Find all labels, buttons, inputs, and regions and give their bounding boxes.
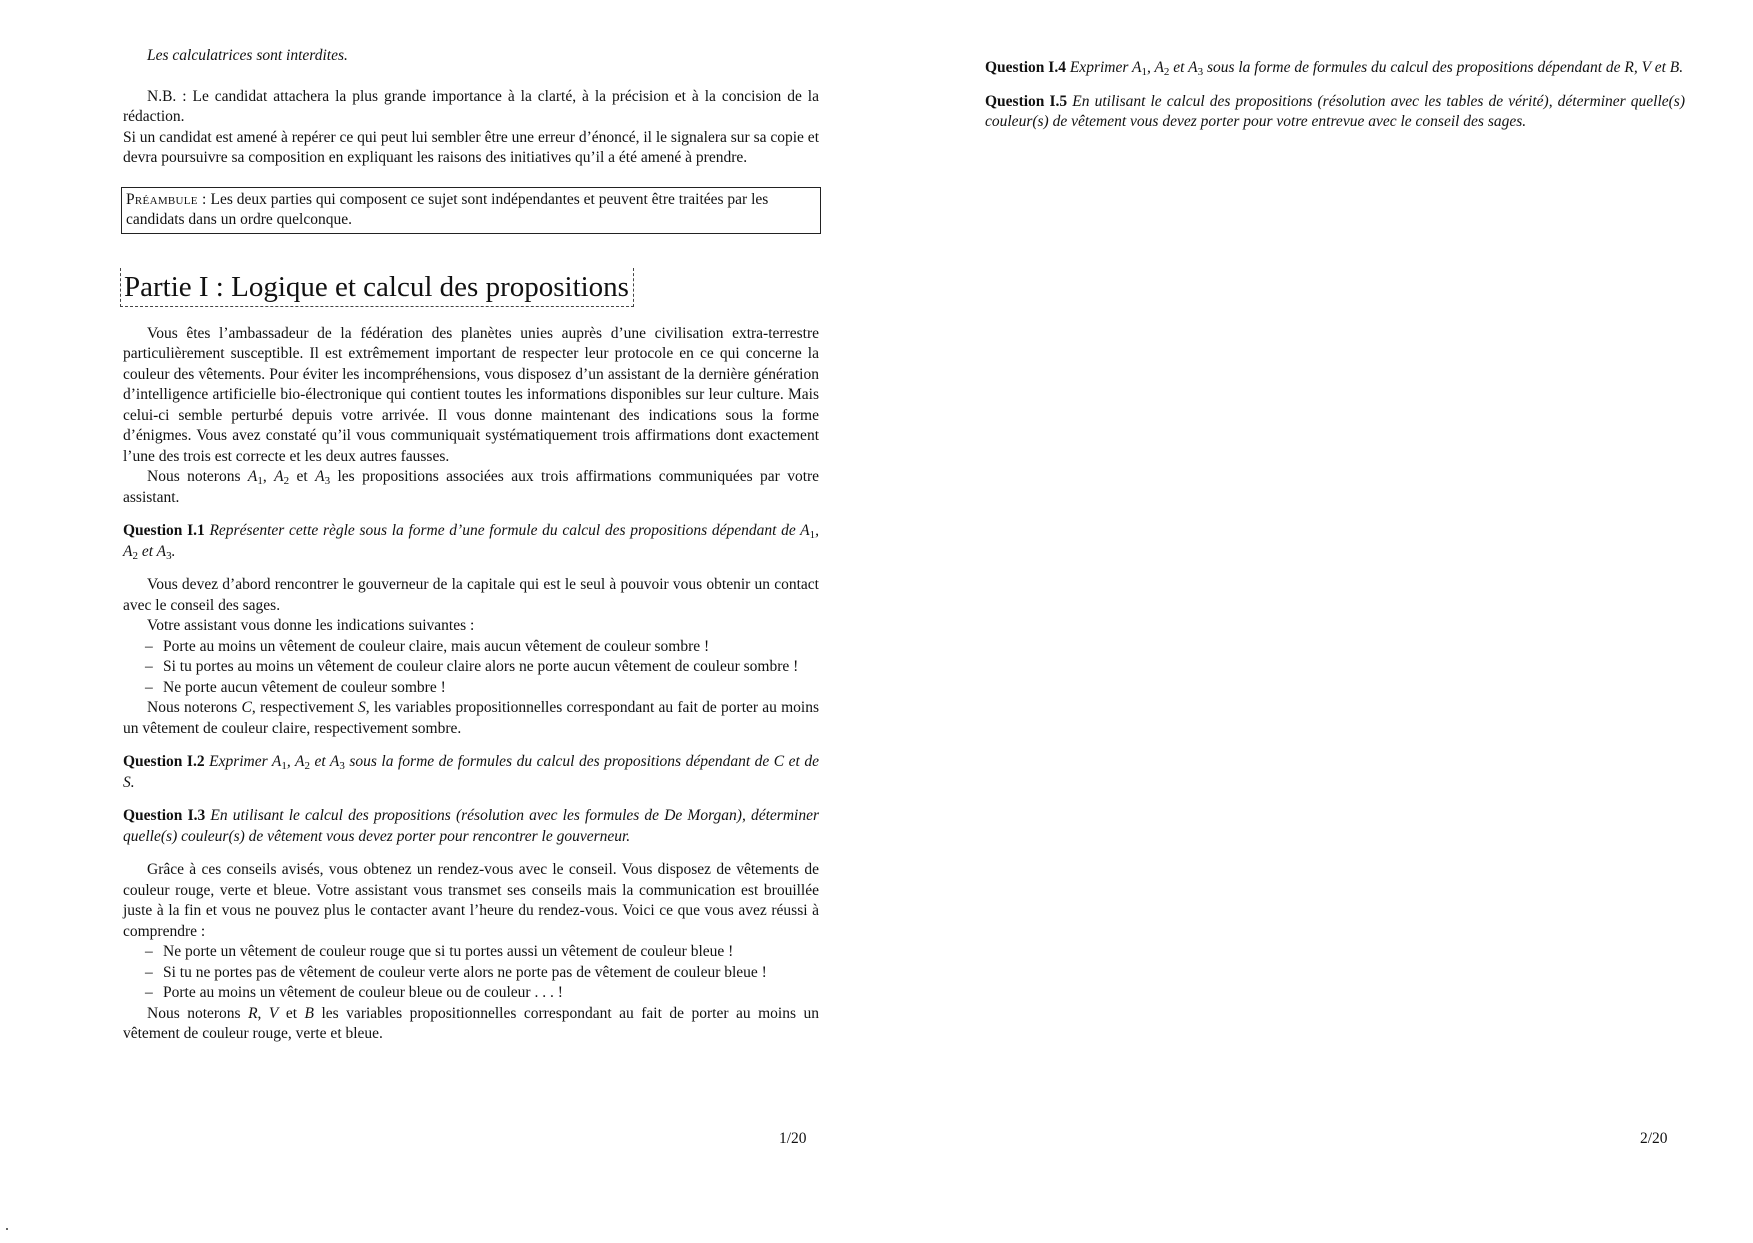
council-bullet-list bbox=[123, 942, 819, 1004]
list-item-text: Si tu ne portes pas de vêtement de couleur verte alors ne porte pas de vêtement de couleur bleue ! bbox=[163, 963, 767, 981]
bullet-dash: – bbox=[145, 984, 153, 1001]
question-1-1 bbox=[123, 521, 819, 562]
text-run: Nous noterons bbox=[147, 699, 238, 716]
question-text: sous la forme de formules du calcul des propositions dépendant de bbox=[349, 753, 770, 770]
question-text: sous la forme de formules du calcul des propositions dépendant de bbox=[1206, 59, 1621, 76]
text-run: . bbox=[130, 773, 135, 791]
math-subscript: 3 bbox=[1197, 66, 1204, 78]
page-1-body bbox=[123, 46, 819, 1045]
preamble-label: Préambule : bbox=[126, 190, 207, 208]
bullet-dash: – bbox=[145, 637, 153, 655]
council-notation bbox=[123, 1004, 819, 1045]
question-label: Question I.5 bbox=[985, 92, 1068, 110]
math-var-letter: A bbox=[156, 542, 167, 560]
page-number: 2/20 bbox=[1640, 1130, 1668, 1147]
math-var-letter: V bbox=[1641, 59, 1651, 76]
text-run: , bbox=[1633, 59, 1638, 76]
math-subscript: 1 bbox=[1141, 66, 1147, 78]
math-var-letter: S bbox=[123, 773, 131, 791]
math-var-letter: A bbox=[1132, 59, 1142, 76]
question-1-2 bbox=[123, 752, 819, 793]
text-run: et bbox=[141, 542, 154, 560]
calculator-note: Les calculatrices sont interdites. bbox=[147, 47, 348, 64]
math-var-letter: B bbox=[1669, 59, 1680, 76]
list-item bbox=[123, 963, 819, 984]
question-label: Question I.4 bbox=[985, 59, 1066, 76]
list-item-text: Ne porte aucun vêtement de couleur sombre ! bbox=[163, 678, 446, 696]
math-var-letter: A bbox=[315, 468, 325, 485]
text-run: et bbox=[296, 468, 308, 485]
part-title-wrap bbox=[123, 268, 819, 307]
text-run: Nous noterons bbox=[147, 1004, 241, 1022]
math-subscript: 1 bbox=[257, 475, 263, 487]
math-var-letter: A bbox=[1154, 59, 1164, 76]
council-paragraph: Grâce à ces conseils avisés, vous obtenez un rendez-vous avec le conseil. Vous disposez de vêtements de couleur rouge, verte et bleue. Votre assistant vous transmet ses conseils mais la communication est brouillée juste à la fin et vous ne pouvez plus le contacter avant l’heure du rendez-vous. Voici ce que vous avez réussi à comprendre : bbox=[123, 861, 819, 940]
list-item-text: Porte au moins un vêtement de couleur claire, mais aucun vêtement de couleur sombre ! bbox=[163, 637, 710, 655]
preamble-box bbox=[121, 187, 821, 234]
question-label: Question I.1 bbox=[123, 522, 205, 539]
question-text: Exprimer bbox=[209, 753, 268, 770]
question-1-5 bbox=[985, 92, 1685, 133]
bullet-dash: – bbox=[145, 658, 153, 675]
list-item-text: Ne porte un vêtement de couleur rouge que si tu portes aussi un vêtement de couleur bleue ! bbox=[163, 943, 734, 960]
nb-paragraph-2: Si un candidat est amené à repérer ce qui peut lui sembler être une erreur d’énoncé, il le signalera sur sa copie et devra poursuivre sa composition en expliquant les raisons des initiatives qu’il a été amené à prendre. bbox=[123, 128, 819, 166]
list-item-text: Si tu portes au moins un vêtement de couleur claire alors ne porte aucun vêtement de couleur sombre ! bbox=[163, 658, 799, 675]
list-item bbox=[123, 678, 819, 699]
question-text: Représenter cette règle sous la forme d’une formule du calcul des propositions dépendant de bbox=[209, 522, 796, 539]
question-label: Question I.2 bbox=[123, 753, 205, 770]
math-var bbox=[248, 468, 263, 485]
intro-paragraph: Vous êtes l’ambassadeur de la fédération des planètes unies auprès d’une civilisation extra-terrestre particulièrement susceptible. Il est extrêmement important de respecter leur protocole en ce qui concerne la couleur des vêtements. Pour éviter les incompréhensions, vous disposez d’un assistant de la dernière génération d’intelligence artificielle bio-électronique qui contient toutes les informations disponibles sur leur culture. Mais celui-ci semble perturbé depuis votre arrivée. Il vous donne maintenant des indications sous la forme d’énigmes. Vous avez constaté qu’il vous communiquait systématiquement trois affirmations dont exactement l’une des trois est correcte et les deux autres fausses. bbox=[123, 324, 819, 465]
text-run: et bbox=[285, 1004, 298, 1022]
scan-speck bbox=[6, 1228, 8, 1230]
question-label: Question I.3 bbox=[123, 807, 206, 824]
math-var-letter: A bbox=[329, 753, 340, 770]
text-run: et bbox=[314, 753, 326, 770]
text-run: , respectivement bbox=[251, 699, 354, 716]
text-run: , bbox=[815, 522, 819, 539]
bullet-dash: – bbox=[145, 963, 153, 981]
text-run: , bbox=[257, 1004, 262, 1022]
math-var-letter: R bbox=[1624, 59, 1634, 76]
text-run: et bbox=[1654, 59, 1666, 76]
question-text: En utilisant le calcul des propositions (résolution avec les formules de De Morgan), déterminer quelle(s) couleur(s) de vêtement vous devez porter pour rencontrer le gouverneur. bbox=[123, 807, 819, 845]
math-subscript: 1 bbox=[809, 529, 816, 541]
text-run: Nous noterons bbox=[147, 468, 241, 485]
math-var-letter: V bbox=[268, 1004, 279, 1022]
governor-intro: Votre assistant vous donne les indications suivantes : bbox=[147, 617, 475, 634]
list-item-text: Porte au moins un vêtement de couleur bleue ou de couleur . . . ! bbox=[163, 984, 563, 1001]
math-var-letter: A bbox=[800, 522, 810, 539]
text-run: , bbox=[262, 468, 267, 485]
question-1-4 bbox=[985, 58, 1685, 79]
page-2 bbox=[880, 0, 1753, 1243]
math-subscript: 1 bbox=[281, 760, 287, 772]
bullet-dash: – bbox=[145, 678, 153, 696]
math-subscript: 3 bbox=[166, 549, 172, 562]
question-text: Exprimer bbox=[1069, 59, 1129, 76]
governor-bullet-list bbox=[123, 637, 819, 699]
math-var-letter: C bbox=[773, 753, 785, 770]
math-var-letter: A bbox=[247, 468, 258, 485]
nb-paragraph-1: N.B. : Le candidat attachera la plus grande importance à la clarté, à la précision et à la concision de la rédaction. bbox=[123, 87, 819, 125]
governor-notation bbox=[123, 698, 819, 739]
list-item bbox=[123, 942, 819, 963]
math-subscript: 3 bbox=[324, 475, 331, 487]
math-subscript: 2 bbox=[1163, 66, 1170, 78]
math-var bbox=[315, 468, 330, 485]
text-run: , les variables propositionnelles correspondant au fait de porter au moins un vêtement de couleur claire, respectivement sombre. bbox=[123, 699, 819, 737]
math-var-letter: A bbox=[274, 468, 284, 485]
math-var-letter: A bbox=[1188, 59, 1198, 76]
math-subscript: 2 bbox=[283, 475, 290, 487]
math-subscript: 2 bbox=[132, 549, 138, 562]
math-var-letter: A bbox=[123, 542, 133, 560]
question-text: En utilisant le calcul des propositions (résolution avec les tables de vérité), déterminer quelle(s) couleur(s) de vêtement vous devez porter pour votre entrevue avec le conseil des sages. bbox=[985, 92, 1685, 130]
text-run: , bbox=[286, 753, 291, 770]
bullet-dash: – bbox=[145, 943, 153, 960]
list-item bbox=[123, 983, 819, 1004]
math-subscript: 2 bbox=[304, 760, 310, 772]
text-run: les propositions associées aux trois affirmations communiquées par votre assistant. bbox=[123, 468, 820, 506]
math-var-letter: A bbox=[271, 753, 282, 770]
math-var-letter: B bbox=[304, 1004, 314, 1022]
math-var-letter: A bbox=[294, 753, 305, 770]
text-run: les variables propositionnelles correspondant au fait de porter au moins un vêtement de couleur rouge, verte et bleue. bbox=[123, 1004, 819, 1042]
text-run: . bbox=[1679, 59, 1684, 76]
text-run: . bbox=[171, 542, 176, 560]
math-subscript: 3 bbox=[339, 760, 345, 772]
question-1-3 bbox=[123, 806, 819, 847]
intro-notation bbox=[123, 467, 819, 508]
math-var-letter: R bbox=[248, 1004, 258, 1022]
page-2-body bbox=[985, 58, 1685, 133]
text-run: et de bbox=[788, 753, 819, 770]
page-number: 1/20 bbox=[779, 1130, 807, 1147]
math-var-letter: C bbox=[241, 699, 252, 716]
math-var bbox=[274, 468, 289, 485]
text-run: , bbox=[1146, 59, 1151, 76]
list-item bbox=[123, 637, 819, 658]
math-var-letter: S bbox=[358, 699, 366, 716]
list-item bbox=[123, 657, 819, 678]
preamble-text: Les deux parties qui composent ce sujet sont indépendantes et peuvent être traitées par les candidats dans un ordre quelconque. bbox=[126, 190, 769, 228]
text-run: et bbox=[1173, 59, 1185, 76]
part-title: Partie I : Logique et calcul des propositions bbox=[120, 268, 634, 307]
governor-paragraph: Vous devez d’abord rencontrer le gouverneur de la capitale qui est le seul à pouvoir vous obtenir un contact avec le conseil des sages. bbox=[123, 576, 819, 614]
